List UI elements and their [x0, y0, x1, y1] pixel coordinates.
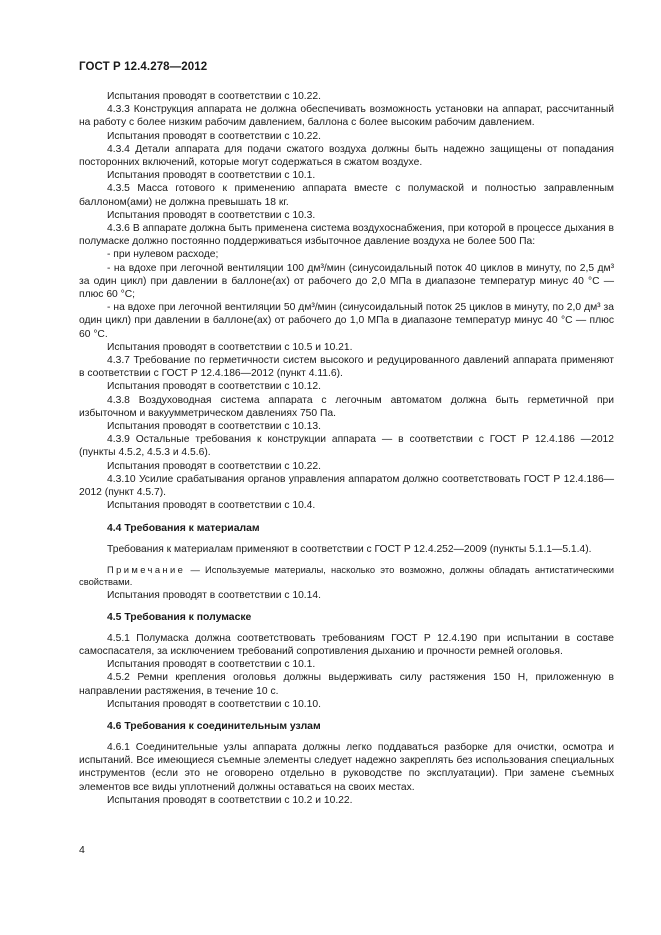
paragraph: 4.3.8 Воздуховодная система аппарата с легочным автоматом должна быть герметичной при избыточном и вакуумметрическом давлениях 750 Па.	[79, 394, 614, 419]
paragraph: Испытания проводят в соответствии с 10.5 и 10.21.	[107, 341, 353, 353]
list-item: - при нулевом расходе;	[107, 249, 219, 261]
note-label: Примечание	[107, 563, 186, 575]
paragraph: 4.3.9 Остальные требования к конструкции аппарата — в соответствии с ГОСТ Р 12.4.186 —2012 (пункты 4.5.2, 4.5.3 и 4.5.6).	[79, 434, 614, 459]
note	[79, 564, 614, 589]
paragraph: Требования к материалам применяют в соответствии с ГОСТ Р 12.4.252—2009 (пункты 5.1.1—5.1.4).	[107, 543, 592, 555]
list-item: - на вдохе при легочной вентиляции 50 дм³/мин (синусоидальный поток 25 циклов в минуту, по 2,0 дм³ за один цикл) при давлении в баллоне(ах) от рабочего до 1,0 МПа в диапазоне температур минус 40 °С — плюс 60 °С.	[79, 302, 614, 340]
paragraph: Испытания проводят в соответствии с 10.14.	[107, 589, 321, 601]
paragraph: 4.3.3 Конструкция аппарата не должна обеспечивать возможность установки на аппарат, рассчитанный на работу с более низким рабочим давлением, баллона с более высоким рабочим давлением.	[79, 104, 614, 129]
paragraph: Испытания проводят в соответствии с 10.22.	[107, 460, 321, 472]
list-item: - на вдохе при легочной вентиляции 100 дм³/мин (синусоидальный поток 40 циклов в минуту, по 2,5 дм³ за один цикл) при давлении в баллоне(ах) от рабочего до 2,0 МПа в диапазоне температур минус 40 °С — плюс 60 °С;	[79, 262, 614, 301]
paragraph: Испытания проводят в соответствии с 10.1.	[107, 170, 316, 182]
paragraph: Испытания проводят в соответствии с 10.22.	[107, 130, 321, 142]
paragraph: 4.3.4 Детали аппарата для подачи сжатого воздуха должны быть надежно защищены от попадания посторонних включений, которые могут содержаться в сжатом воздухе.	[79, 143, 614, 169]
document-header-title: ГОСТ Р 12.4.278—2012	[79, 61, 208, 73]
paragraph: Испытания проводят в соответствии с 10.4.	[107, 500, 316, 512]
paragraph: Испытания проводят в соответствии с 10.3.	[107, 209, 316, 221]
paragraph: 4.5.2 Ремни крепления оголовья должны выдерживать силу растяжения 150 Н, приложенную в направлении растяжения, в течение 10 с.	[79, 672, 614, 697]
page-number: 4	[79, 844, 85, 856]
paragraph: Испытания проводят в соответствии с 10.1.	[107, 659, 316, 671]
paragraph: 4.3.10 Усилие срабатывания органов управления аппаратом должно соответствовать ГОСТ Р 12.4.186—2012 (пункт 4.5.7).	[79, 473, 614, 499]
note-text: — Используемые материалы, насколько это возможно, должны обладать антистатическими свойствами.	[79, 563, 614, 588]
paragraph: 4.3.6 В аппарате должна быть применена система воздухоснабжения, при которой в процессе дыхания в полумаске должно постоянно поддерживаться избыточное давление воздуха не более 500 Па:	[79, 223, 614, 248]
paragraph: Испытания проводят в соответствии с 10.22.	[107, 91, 321, 102]
paragraph: 4.3.7 Требование по герметичности систем высокого и редуцированного давлений аппарата применяют в соответствии с ГОСТ Р 12.4.186—2012 (пункт 4.11.6).	[79, 355, 614, 380]
section-heading-connectors: 4.6 Требования к соединительным узлам	[107, 720, 321, 732]
paragraph: 4.5.1 Полумаска должна соответствовать требованиям ГОСТ Р 12.4.190 при испытании в составе самоспасателя, за исключением требований сопротивления дыханию и прочности ремней оголовья.	[79, 632, 614, 657]
document-body	[79, 90, 614, 807]
section-heading-materials: 4.4 Требования к материалам	[107, 522, 260, 534]
paragraph: Испытания проводят в соответствии с 10.13.	[107, 421, 321, 433]
paragraph: Испытания проводят в соответствии с 10.10.	[107, 698, 321, 710]
section-heading-half-mask: 4.5 Требования к полумаске	[107, 611, 252, 623]
paragraph: Испытания проводят в соответствии с 10.12.	[107, 381, 321, 393]
paragraph: 4.6.1 Соединительные узлы аппарата должны легко поддаваться разборке для очистки, осмотра и испытаний. Все имеющиеся съемные элементы следует надежно закреплять без использования специальных инструментов (если это не оговорено отдельно в руководстве по эксплуатации). При замене съемных элементов все виды уплотнений должны оставаться на своих местах.	[79, 741, 614, 793]
paragraph: 4.3.5 Масса готового к применению аппарата вместе с полумаской и полностью заправленным баллоном(ами) не должна превышать 18 кг.	[79, 183, 614, 208]
paragraph: Испытания проводят в соответствии с 10.2 и 10.22.	[107, 794, 353, 806]
